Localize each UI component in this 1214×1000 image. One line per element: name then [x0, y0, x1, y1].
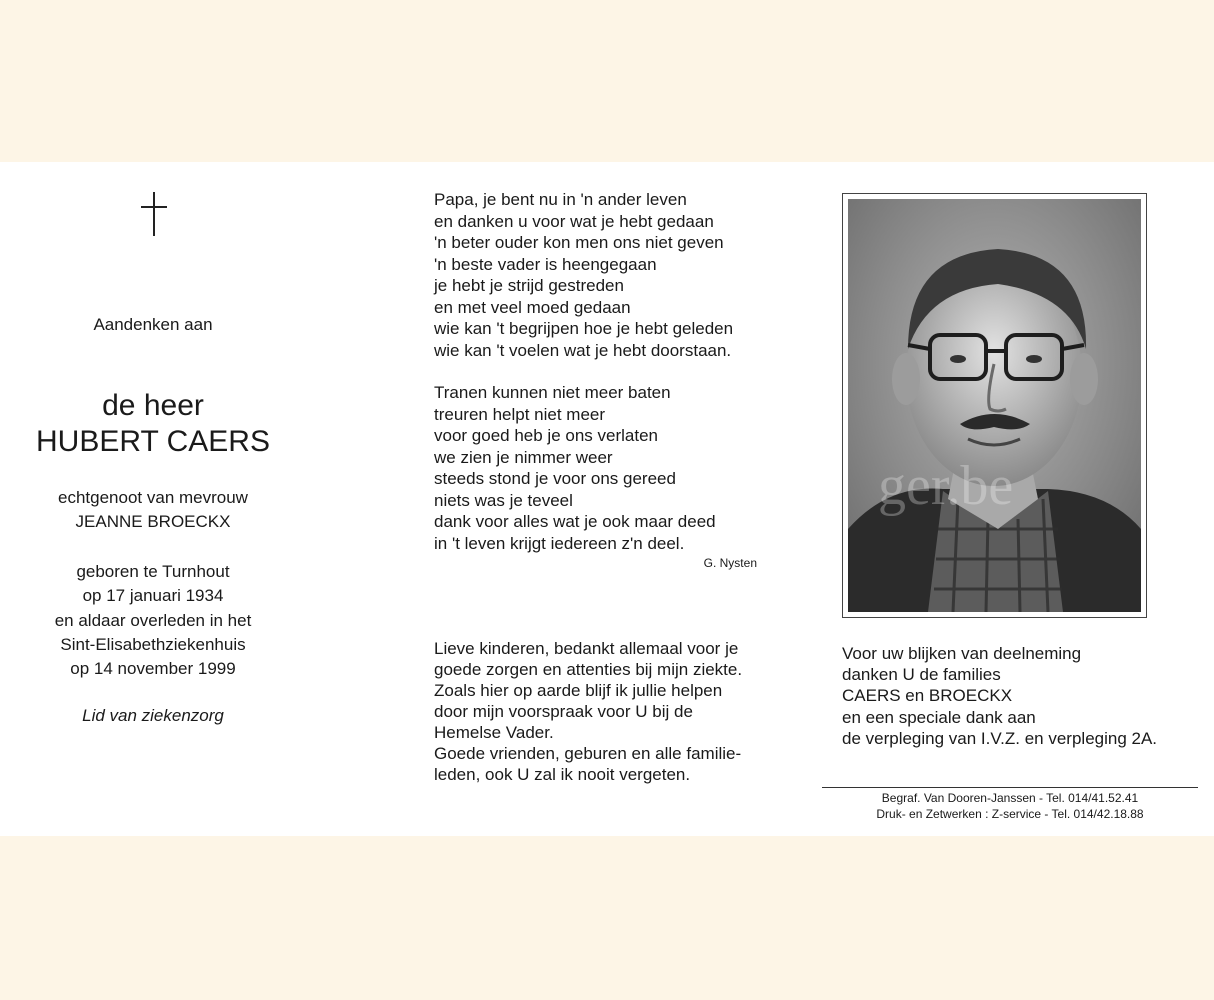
- thanks-line: Voor uw blijken van deelneming: [842, 644, 1082, 663]
- poem-line: niets was je teveel: [434, 490, 573, 510]
- right-panel: [822, 162, 1202, 836]
- portrait-frame: [842, 193, 1147, 618]
- poem-line: en danken u voor wat je hebt gedaan: [434, 211, 714, 231]
- message-line: leden, ook U zal ik nooit vergeten.: [434, 765, 691, 784]
- deceased-name: HUBERT CAERS: [36, 425, 270, 458]
- membership-note: Lid van ziekenzorg: [82, 706, 224, 725]
- poem-stanza-1: [434, 189, 733, 361]
- life-line: geboren te Turnhout: [76, 562, 230, 581]
- aandenken-label: Aandenken aan: [93, 315, 213, 334]
- thanks-message: [842, 643, 1157, 749]
- poem-line: dank voor alles wat je ook maar deed: [434, 512, 716, 531]
- poem-line: 'n beste vader is heengegaan: [434, 254, 657, 274]
- life-line: op 14 november 1999: [70, 659, 236, 679]
- poem-line: Tranen kunnen niet meer baten: [434, 383, 671, 402]
- poem-line: en met veel moed gedaan: [434, 297, 631, 317]
- spouse-intro: echtgenoot van mevrouw: [58, 488, 248, 507]
- thanks-line: CAERS en BROECKX: [842, 686, 1013, 706]
- life-details: [0, 560, 306, 681]
- poem-line: wie kan 't begrijpen hoe je hebt geleden: [434, 319, 734, 338]
- message-line: Hemelse Vader.: [434, 723, 554, 742]
- life-line: Sint-Elisabethziekenhuis: [60, 634, 246, 654]
- poem-author: G. Nysten: [703, 556, 757, 570]
- poem-line: 'n beter ouder kon men ons niet geven: [434, 233, 724, 252]
- printer-credits: [822, 791, 1198, 822]
- poem-line: in 't leven krijgt iedereen z'n deel.: [434, 533, 685, 553]
- poem-line: steeds stond je voor ons gereed: [434, 469, 676, 488]
- middle-panel: [434, 162, 774, 836]
- portrait-illustration: [848, 199, 1141, 612]
- poem-line: je hebt je strijd gestreden: [434, 276, 624, 295]
- spouse-name: JEANNE BROECKX: [75, 512, 231, 531]
- cross-icon: [141, 192, 167, 236]
- children-message: [434, 638, 742, 785]
- credit-line: Druk- en Zetwerken : Z-service - Tel. 014/42.18.88: [876, 806, 1144, 821]
- poem-line: voor goed heb je ons verlaten: [434, 426, 658, 445]
- poem-stanza-2: [434, 382, 716, 554]
- portrait-photo: [848, 199, 1141, 612]
- thanks-line: en een speciale dank aan: [842, 707, 1036, 727]
- poem-line: treuren helpt niet meer: [434, 404, 606, 424]
- memorial-card: [0, 162, 1214, 836]
- left-panel: [0, 162, 306, 836]
- poem-line: we zien je nimmer weer: [434, 447, 613, 467]
- poem-line: Papa, je bent nu in 'n ander leven: [434, 190, 687, 209]
- thanks-line: danken U de families: [842, 665, 1001, 685]
- divider: [822, 787, 1198, 788]
- message-line: Zoals hier op aarde blijf ik jullie helpen: [434, 681, 723, 700]
- message-line: goede zorgen en attenties bij mijn ziekte.: [434, 660, 743, 679]
- message-line: door mijn voorspraak voor U bij de: [434, 702, 693, 721]
- photo-watermark: ger.be: [878, 455, 1014, 517]
- message-line: Lieve kinderen, bedankt allemaal voor je: [434, 639, 739, 658]
- title-label: de heer: [102, 389, 204, 422]
- credit-line: Begraf. Van Dooren-Janssen - Tel. 014/41.52.41: [881, 791, 1139, 805]
- life-line: op 17 januari 1934: [82, 586, 224, 606]
- thanks-line: de verpleging van I.V.Z. en verpleging 2A.: [842, 728, 1158, 748]
- message-line: Goede vrienden, geburen en alle familie-: [434, 744, 742, 763]
- life-line: en aldaar overleden in het: [54, 610, 252, 630]
- poem-line: wie kan 't voelen wat je hebt doorstaan.: [434, 340, 732, 360]
